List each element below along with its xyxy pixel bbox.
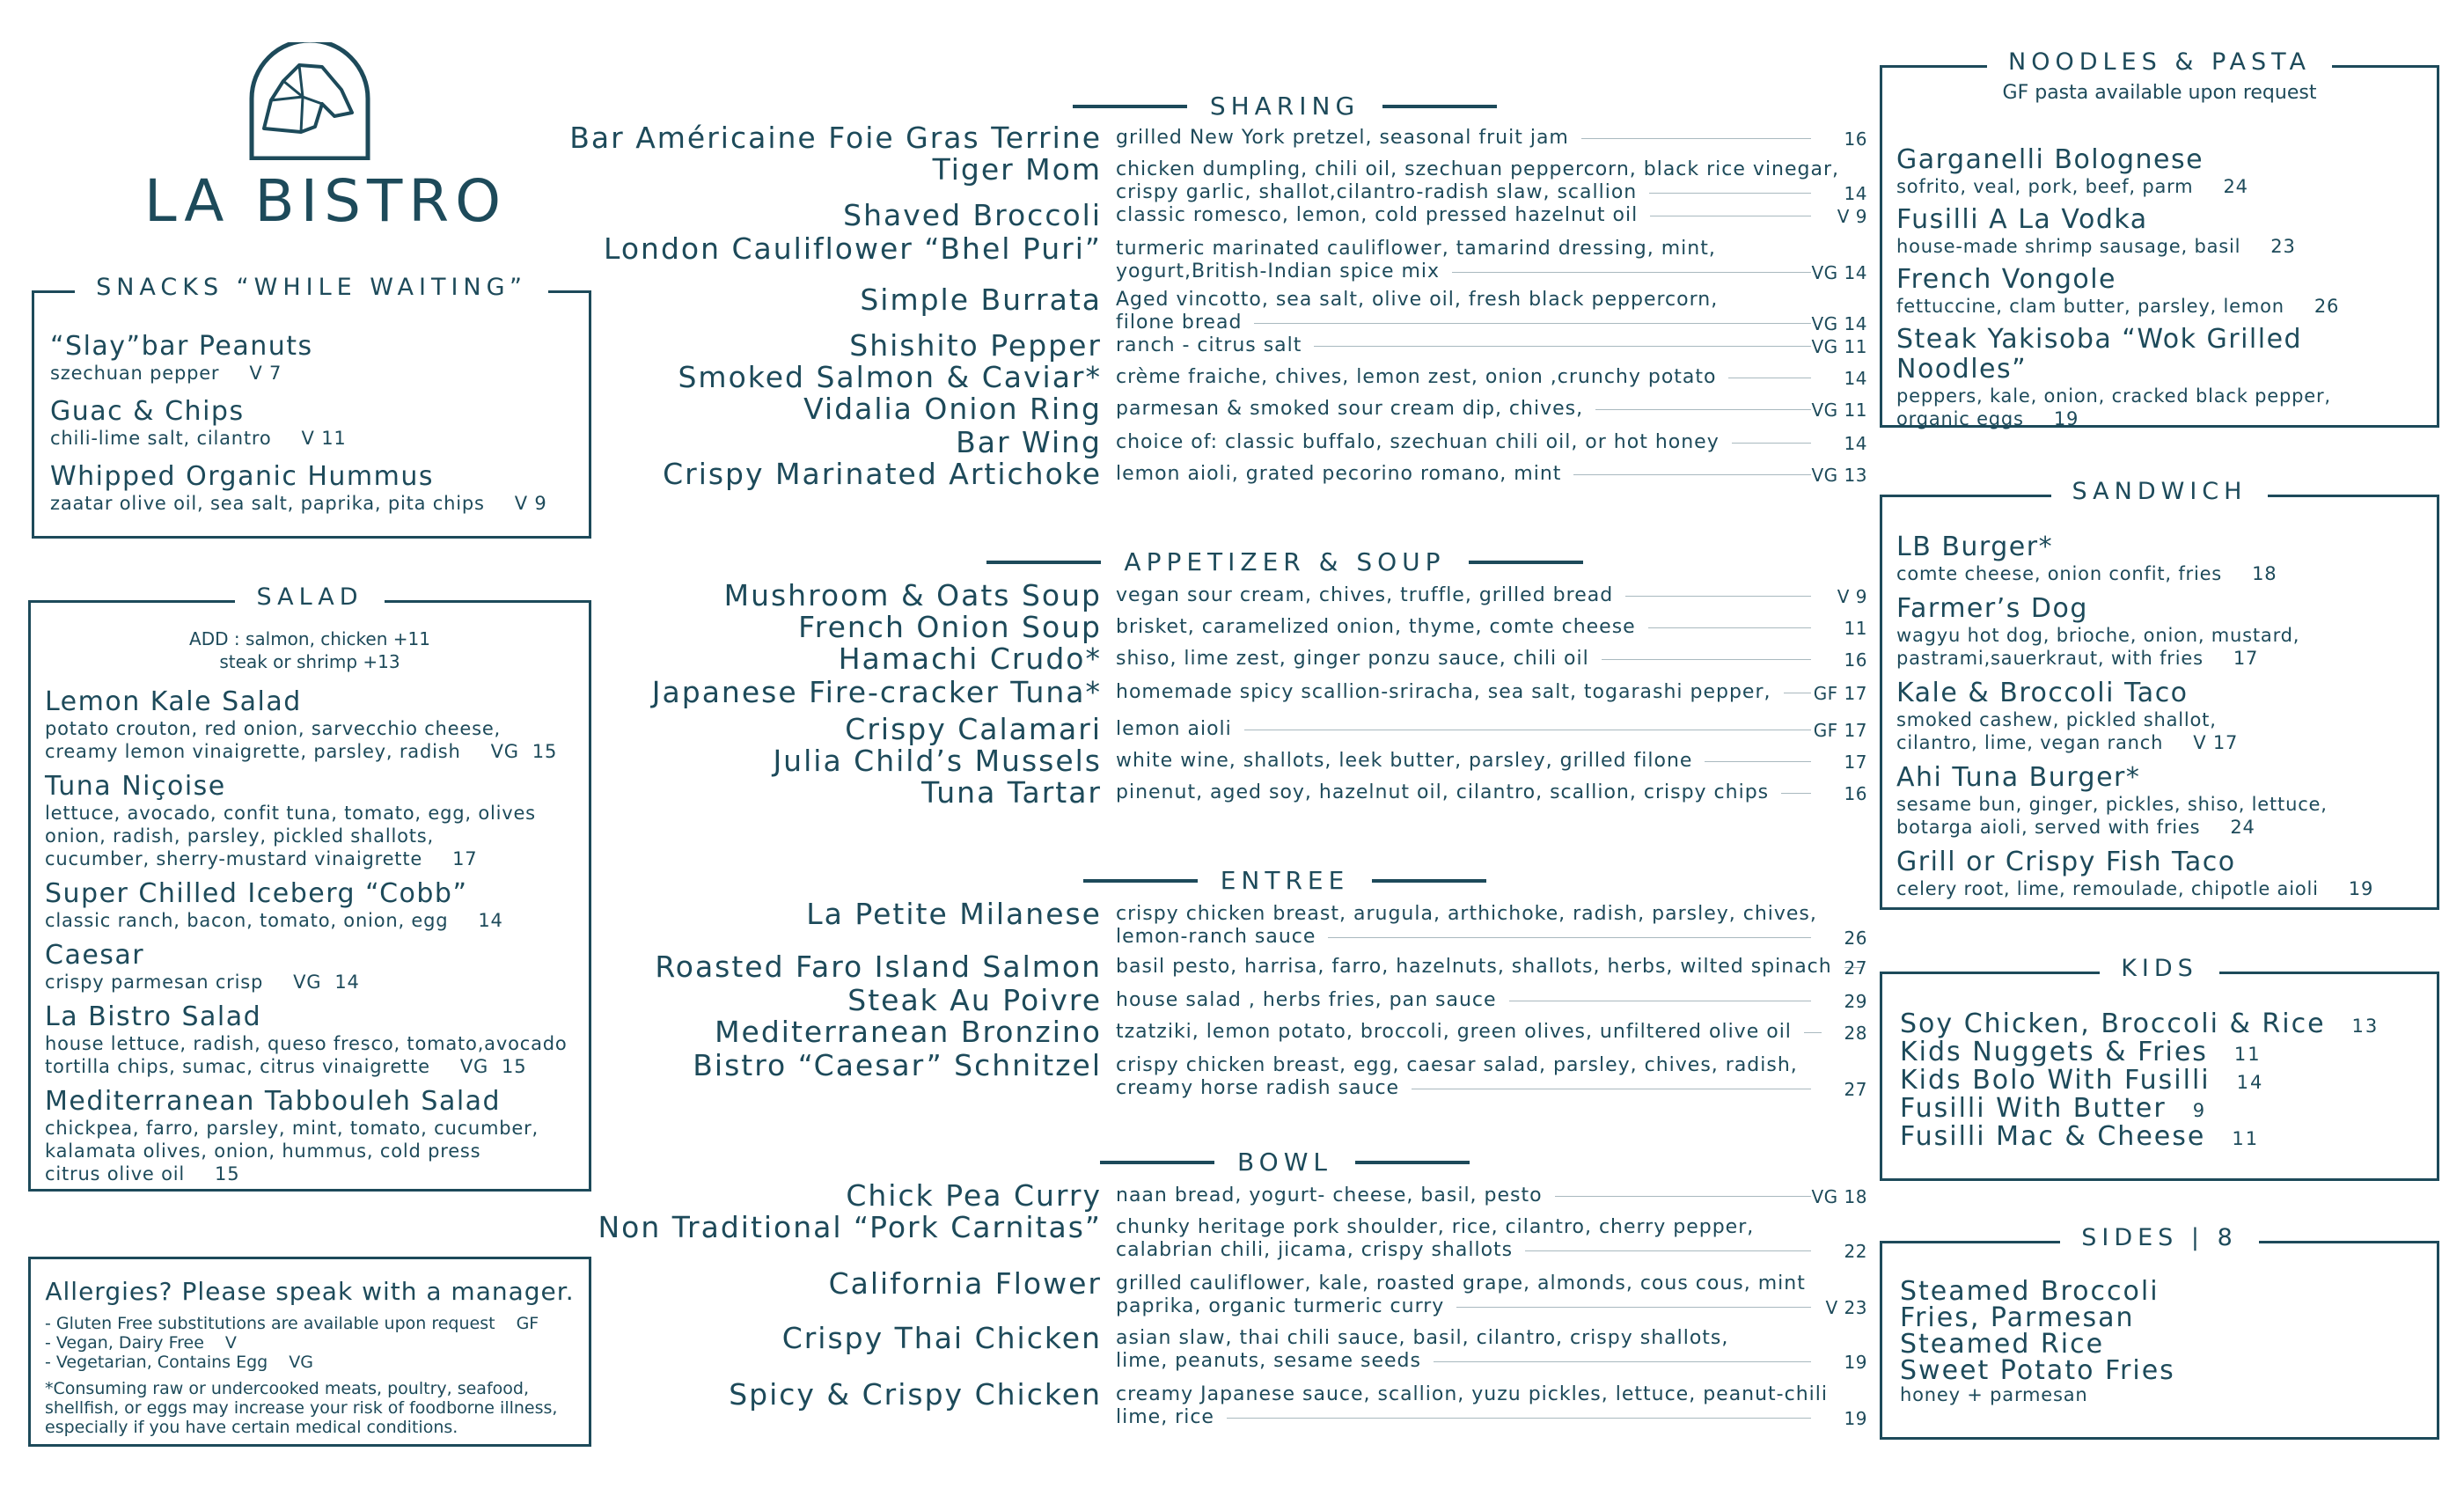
price-leader [1525,1250,1811,1251]
dish-name: Steak Au Poivre [847,983,1102,1017]
dish-price: 26 [1844,928,1867,949]
price-leader [1456,1307,1811,1308]
dish-price: 16 [1844,649,1867,671]
sides-section [1880,1224,2439,1440]
dish-price: 19 [1844,1408,1867,1429]
kids-item: Fusilli Mac & Cheese 11 [1900,1121,2260,1152]
dish-price: 14 [1844,368,1867,389]
dish-price: 14 [1844,183,1867,204]
price-leader [1649,193,1811,194]
side-item: Steamed Broccoli [1900,1276,2160,1307]
price-leader [1595,409,1811,410]
dish-price: 14 [1844,433,1867,454]
salad-item: La Bistro Salad house lettuce, radish, queso fresco, tomato,avocado tortilla chips, sumac, citrus vinaigrette VG 15 [45,1001,568,1077]
price-leader [1648,627,1811,628]
price-leader [1581,138,1811,139]
brand-name: LA BISTRO [143,167,508,235]
dish-price: 27 [1844,957,1867,979]
dish-name: Non Traditional “Pork Carnitas” [598,1210,1102,1244]
sides-title: SIDES | 8 [2060,1224,2259,1251]
dish-name: Tuna Tartar [921,775,1102,810]
dish-description: naan bread, yogurt- cheese, basil, pesto [1116,1184,1820,1207]
bowl-heading: BOWL [581,1148,1989,1177]
dish-description: grilled cauliflower, kale, roasted grape, almonds, cous cous, mint paprika, organic turmeric curry [1116,1272,1820,1318]
salad-item: Mediterranean Tabbouleh Salad chickpea, farro, parsley, mint, tomato, cucumber, kalamata olives, onion, hummus, cold press citrus olive oil 15 [45,1086,539,1184]
snack-item: “Slay”bar Peanuts szechuan pepper V 7 [50,331,313,384]
dish-price: 27 [1844,1079,1867,1100]
side-item: Sweet Potato Fries [1900,1355,2175,1386]
dish-name: Bistro “Caesar” Schnitzel [693,1048,1102,1082]
dish-description: shiso, lime zest, ginger ponzu sauce, chili oil [1116,648,1820,671]
dish-price: VG 18 [1811,1186,1867,1207]
dish-description: choice of: classic buffalo, szechuan chili oil, or hot honey [1116,431,1820,454]
dish-price: 16 [1844,128,1867,150]
dish-price: V 23 [1825,1297,1867,1318]
dish-price: VG 11 [1811,336,1867,357]
dish-description: house salad , herbs fries, pan sauce [1116,989,1820,1012]
price-leader [1227,1418,1811,1419]
dish-name: Bar Wing [956,425,1102,459]
dish-name: Spicy & Crispy Chicken [729,1377,1102,1412]
noodles-section [1880,48,2439,429]
dish-description: asian slaw, thai chili sauce, basil, cilantro, crispy shallots, lime, peanuts, sesame seeds [1116,1327,1820,1373]
entree-heading: ENTREE [581,866,1989,895]
snack-item: Whipped Organic Hummus zaatar olive oil, sea salt, paprika, pita chips V 9 [50,461,547,514]
dish-name: Shishito Pepper [849,328,1102,363]
kids-section [1880,955,2439,1181]
dish-name: Crispy Calamari [845,712,1102,746]
dish-price: 19 [1844,1352,1867,1373]
dish-description: vegan sour cream, chives, truffle, grilled bread [1116,584,1820,607]
dish-name: Vidalia Onion Ring [803,392,1102,426]
dish-description: crispy chicken breast, egg, caesar salad, parsley, chives, radish, creamy horse radish sauce [1116,1054,1820,1100]
sharing-heading: SHARING [581,92,1989,121]
side-note: honey + parmesan [1900,1384,2088,1405]
gluten-free-note: - Gluten Free substitutions are available upon request GF [45,1314,539,1333]
dish-name: Mushroom & Oats Soup [723,578,1102,612]
dish-name: Shaved Broccoli [843,198,1102,232]
dish-name: Smoked Salmon & Caviar* [678,360,1102,394]
dish-description: crispy chicken breast, arugula, arthichoke, radish, parsley, chives, lemon-ranch sauce [1116,903,1817,948]
price-leader [1314,346,1811,347]
dish-price: GF 17 [1813,683,1867,704]
sandwich-item: Ahi Tuna Burger* sesame bun, ginger, pickles, shiso, lettuce, botarga aioli, served with fries 24 [1896,762,2328,838]
salad-item: Caesar crispy parmesan crisp VG 14 [45,940,360,993]
salad-add-note: ADD : salmon, chicken +11 [189,628,430,649]
dish-description: tzatziki, lemon potato, broccoli, green olives, unfiltered olive oil [1116,1021,1820,1044]
sandwich-title: SANDWICH [2051,478,2269,505]
dish-price: 17 [1844,752,1867,773]
side-item: Steamed Rice [1900,1329,2105,1360]
vegan-note: - Vegan, Dairy Free V [45,1333,237,1353]
dish-description: Aged vincotto, sea salt, olive oil, fresh black peppercorn, filone bread [1116,289,1820,334]
price-leader [1452,272,1811,273]
price-leader [1434,1361,1811,1362]
dish-price: VG 11 [1811,400,1867,421]
dish-description: lemon aioli [1116,718,1820,741]
dish-price: 16 [1844,783,1867,804]
kids-item: Fusilli With Butter 9 [1900,1093,2207,1124]
price-leader [1732,443,1811,444]
dish-name: Roasted Faro Island Salmon [655,950,1102,984]
dish-description: turmeric marinated cauliflower, tamarind dressing, mint, yogurt,British-Indian spice mix [1116,238,1820,283]
side-item: Fries, Parmesan [1900,1302,2135,1333]
kids-title: KIDS [2100,955,2219,982]
noodle-item: Fusilli A La Vodka house-made shrimp sausage, basil 23 [1896,204,2296,257]
dish-name: Crispy Thai Chicken [781,1321,1102,1355]
sandwich-item: Farmer’s Dog wagyu hot dog, brioche, onion, mustard, pastrami,sauerkraut, with fries 17 [1896,593,2300,669]
dish-price: VG 14 [1811,313,1867,334]
salad-add-note-2: steak or shrimp +13 [219,651,400,672]
dish-price: V 9 [1837,206,1867,227]
kids-item: Soy Chicken, Broccoli & Rice 13 [1900,1008,2380,1039]
dish-description: brisket, caramelized onion, thyme, comte cheese [1116,616,1820,639]
noodle-item: Steak Yakisoba “Wok Grilled Noodles” peppers, kale, onion, cracked black pepper, organic eggs 19 [1896,324,2331,429]
price-leader [1625,596,1811,597]
dish-name: Japanese Fire-cracker Tuna* [651,675,1102,709]
dish-description: pinenut, aged soy, hazelnut oil, cilantro, scallion, crispy chips [1116,781,1820,804]
dish-name: Hamachi Crudo* [838,642,1102,676]
dish-price: V 9 [1837,586,1867,607]
raw-food-warning: *Consuming raw or undercooked meats, poultry, seafood, [45,1379,529,1398]
dish-price: 29 [1844,991,1867,1012]
allergy-heading: Allergies? Please speak with a manager. [45,1277,575,1306]
dish-name: London Cauliflower “Bhel Puri” [604,231,1102,266]
raw-food-warning: especially if you have certain medical conditions. [45,1418,458,1437]
dish-description: classic romesco, lemon, cold pressed hazelnut oil [1116,204,1820,227]
dish-name: Julia Child’s Mussels [773,744,1102,778]
price-leader [1573,474,1811,475]
raw-food-warning: shellfish, or eggs may increase your risk of foodborne illness, [45,1398,558,1418]
dish-name: French Onion Soup [798,610,1102,644]
dish-name: Simple Burrata [860,282,1102,317]
dish-price: VG 14 [1811,262,1867,283]
dish-price: 22 [1844,1241,1867,1262]
sandwich-item: Grill or Crispy Fish Taco celery root, lime, remoulade, chipotle aioli 19 [1896,847,2374,899]
dish-name: Mediterranean Bronzino [715,1015,1102,1049]
sandwich-item: Kale & Broccoli Taco smoked cashew, pickled shallot, cilantro, lime, vegan ranch V 17 [1896,678,2239,753]
dish-price: 11 [1844,618,1867,639]
appetizer-heading: APPETIZER & SOUP [581,547,1989,576]
vegetarian-note: - Vegetarian, Contains Egg VG [45,1353,313,1372]
dish-description: lemon aioli, grated pecorino romano, mint [1116,463,1820,486]
dish-description: crème fraiche, chives, lemon zest, onion ,crunchy potato [1116,366,1820,389]
dish-description: ranch - citrus salt [1116,334,1820,357]
price-leader [1602,659,1811,660]
noodles-title: NOODLES & PASTA [1987,48,2332,76]
dish-name: California Flower [828,1266,1102,1301]
dish-description: white wine, shallots, leek butter, parsley, grilled filone [1116,750,1820,773]
dish-name: Crispy Marinated Artichoke [663,457,1102,491]
dish-description: parmesan & smoked sour cream dip, chives, [1116,398,1820,421]
gf-pasta-note: GF pasta available upon request [2002,82,2317,104]
noodle-item: French Vongole fettuccine, clam butter, parsley, lemon 26 [1896,264,2340,317]
price-leader [1254,323,1811,324]
salad-item: Super Chilled Iceberg “Cobb” classic ranch, bacon, tomato, onion, egg 14 [45,878,503,931]
dish-price: VG 13 [1811,465,1867,486]
kids-item: Kids Nuggets & Fries 11 [1900,1037,2262,1067]
dish-description: chunky heritage pork shoulder, rice, cilantro, cherry pepper, calabrian chili, jicama, crispy shallots [1116,1216,1820,1262]
dish-description: grilled New York pretzel, seasonal fruit jam [1116,127,1820,150]
price-leader [1555,1196,1811,1197]
kids-item: Kids Bolo With Fusilli 14 [1900,1065,2264,1096]
sandwich-item: LB Burger* comte cheese, onion confit, fries 18 [1896,532,2277,584]
dish-description: basil pesto, harrisa, farro, hazelnuts, shallots, herbs, wilted spinach [1116,956,1820,979]
salad-item: Tuna Niçoise lettuce, avocado, confit tuna, tomato, egg, olives onion, radish, parsley, pickled shallots, cucumber, sherry-mustard vinaigrette 17 [45,771,536,869]
dish-description: chicken dumpling, chili oil, szechuan peppercorn, black rice vinegar, crispy garlic, shallot,cilantro-radish slaw, scallion [1116,158,1840,203]
price-leader [1328,937,1811,938]
dish-name: Chick Pea Curry [846,1178,1102,1213]
snacks-title: SNACKS “WHILE WAITING” [75,274,548,301]
dish-price: 28 [1844,1023,1867,1044]
sandwich-section [1880,478,2439,910]
dish-price: GF 17 [1813,720,1867,741]
noodle-item: Garganelli Bolognese sofrito, veal, pork, beef, parm 24 [1896,144,2248,197]
dish-description: homemade spicy scallion-sriracha, sea salt, togarashi pepper, [1116,681,1820,704]
salad-title: SALAD [235,583,384,611]
dish-name: La Petite Milanese [806,897,1102,931]
snack-item: Guac & Chips chili-lime salt, cilantro V 11 [50,396,347,449]
dish-name: Tiger Mom [932,152,1102,187]
price-leader [1705,761,1811,762]
dish-name: Bar Américaine Foie Gras Terrine [569,121,1102,155]
dish-description: creamy Japanese sauce, scallion, yuzu pickles, lettuce, peanut-chili lime, rice [1116,1383,1828,1428]
salad-item: Lemon Kale Salad potato crouton, red onion, sarvecchio cheese, creamy lemon vinaigrette, parsley, radish VG 15 [45,686,558,762]
